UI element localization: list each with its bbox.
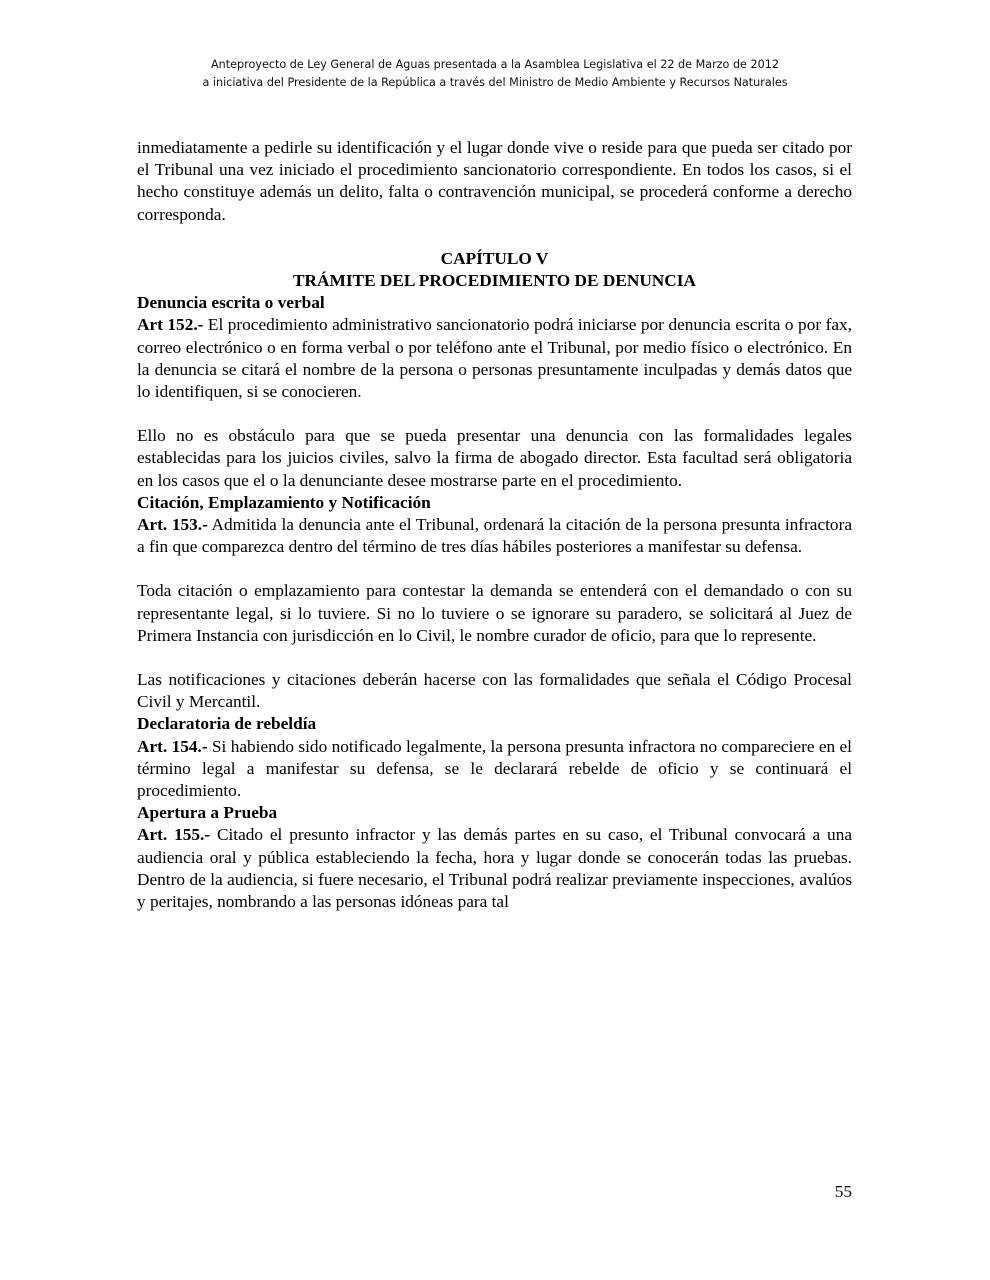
article-152: [137, 314, 852, 403]
chapter-heading: [137, 248, 852, 292]
article-154: [137, 736, 852, 803]
header-line-1: Anteproyecto de Ley General de Aguas presentada a la Asamblea Legislativa el 22 de Marzo de 2012: [211, 58, 779, 71]
article-label: Art. 154.-: [137, 736, 208, 756]
article-label: Art. 155.-: [137, 825, 211, 845]
article-text: Si habiendo sido notificado legalmente, la persona presunta infractora no compareciere en el término legal a manifestar su defensa, se le declarará rebelde de oficio y se continuará el procedimiento.: [137, 736, 852, 801]
section-heading: Denuncia escrita o verbal: [137, 293, 325, 313]
paragraph: Las notificaciones y citaciones deberán hacerse con las formalidades que señala el Código Procesal Civil y Mercantil.: [137, 670, 852, 712]
chapter-number: CAPÍTULO V: [440, 248, 549, 268]
paragraph: Toda citación o emplazamiento para contestar la demanda se entenderá con el demandado o con su representante legal, si lo tuviere. Si no lo tuviere o se ignorare su paradero, se solicitará al Juez de Primera Instancia con jurisdicción en lo Civil, le nombre curador de oficio, para que lo represente.: [137, 581, 852, 645]
article-155: [137, 824, 852, 913]
header-line-2: a iniciativa del Presidente de la República a través del Ministro de Medio Ambiente y Recursos Naturales: [202, 76, 788, 89]
section-heading: Declaratoria de rebeldía: [137, 714, 317, 734]
article-text: Admitida la denuncia ante el Tribunal, ordenará la citación de la persona presunta infractora a fin que comparezca dentro del término de tres días hábiles posteriores a manifestar su defensa.: [137, 515, 853, 557]
paragraph: Ello no es obstáculo para que se pueda presentar una denuncia con las formalidades legales establecidas para los juicios civiles, salvo la firma de abogado director. Esta facultad será obligatoria en los casos que el o la denunciante desee mostrarse parte en el procedimiento.: [137, 426, 852, 490]
page-header: [0, 56, 990, 92]
document-body: [137, 137, 852, 913]
intro-paragraph: inmediatamente a pedirle su identificación y el lugar donde vive o reside para que pueda ser citado por el Tribunal una vez iniciado el procedimiento sancionatorio correspondiente. En todos los casos, si el hecho constituye además un delito, falta o contravención municipal, se procederá conforme a derecho corresponda.: [137, 138, 852, 224]
article-153: [137, 514, 852, 558]
article-label: Art. 153.-: [137, 515, 208, 535]
chapter-title: TRÁMITE DEL PROCEDIMIENTO DE DENUNCIA: [293, 271, 696, 291]
page-number: 55: [834, 1182, 852, 1201]
article-text: Citado el presunto infractor y las demás partes en su caso, el Tribunal convocará a una audiencia oral y pública estableciendo la fecha, hora y lugar donde se conocerán todas las pruebas. Dentro de la audiencia, si fuere necesario, el Tribunal podrá realizar previamente inspecciones, avalúos y peritajes, nombrando a las personas idóneas para tal: [137, 825, 853, 912]
article-label: Art 152.-: [137, 315, 204, 335]
section-heading: Apertura a Prueba: [137, 803, 278, 823]
section-heading: Citación, Emplazamiento y Notificación: [137, 492, 431, 512]
article-text: El procedimiento administrativo sancionatorio podrá iniciarse por denuncia escrita o por fax, correo electrónico o en forma verbal o por teléfono ante el Tribunal, por medio físico o electrónico. En la denuncia se citará el nombre de la persona o personas presuntamente inculpadas y demás datos que lo identifiquen, si se conocieren.: [137, 315, 852, 402]
